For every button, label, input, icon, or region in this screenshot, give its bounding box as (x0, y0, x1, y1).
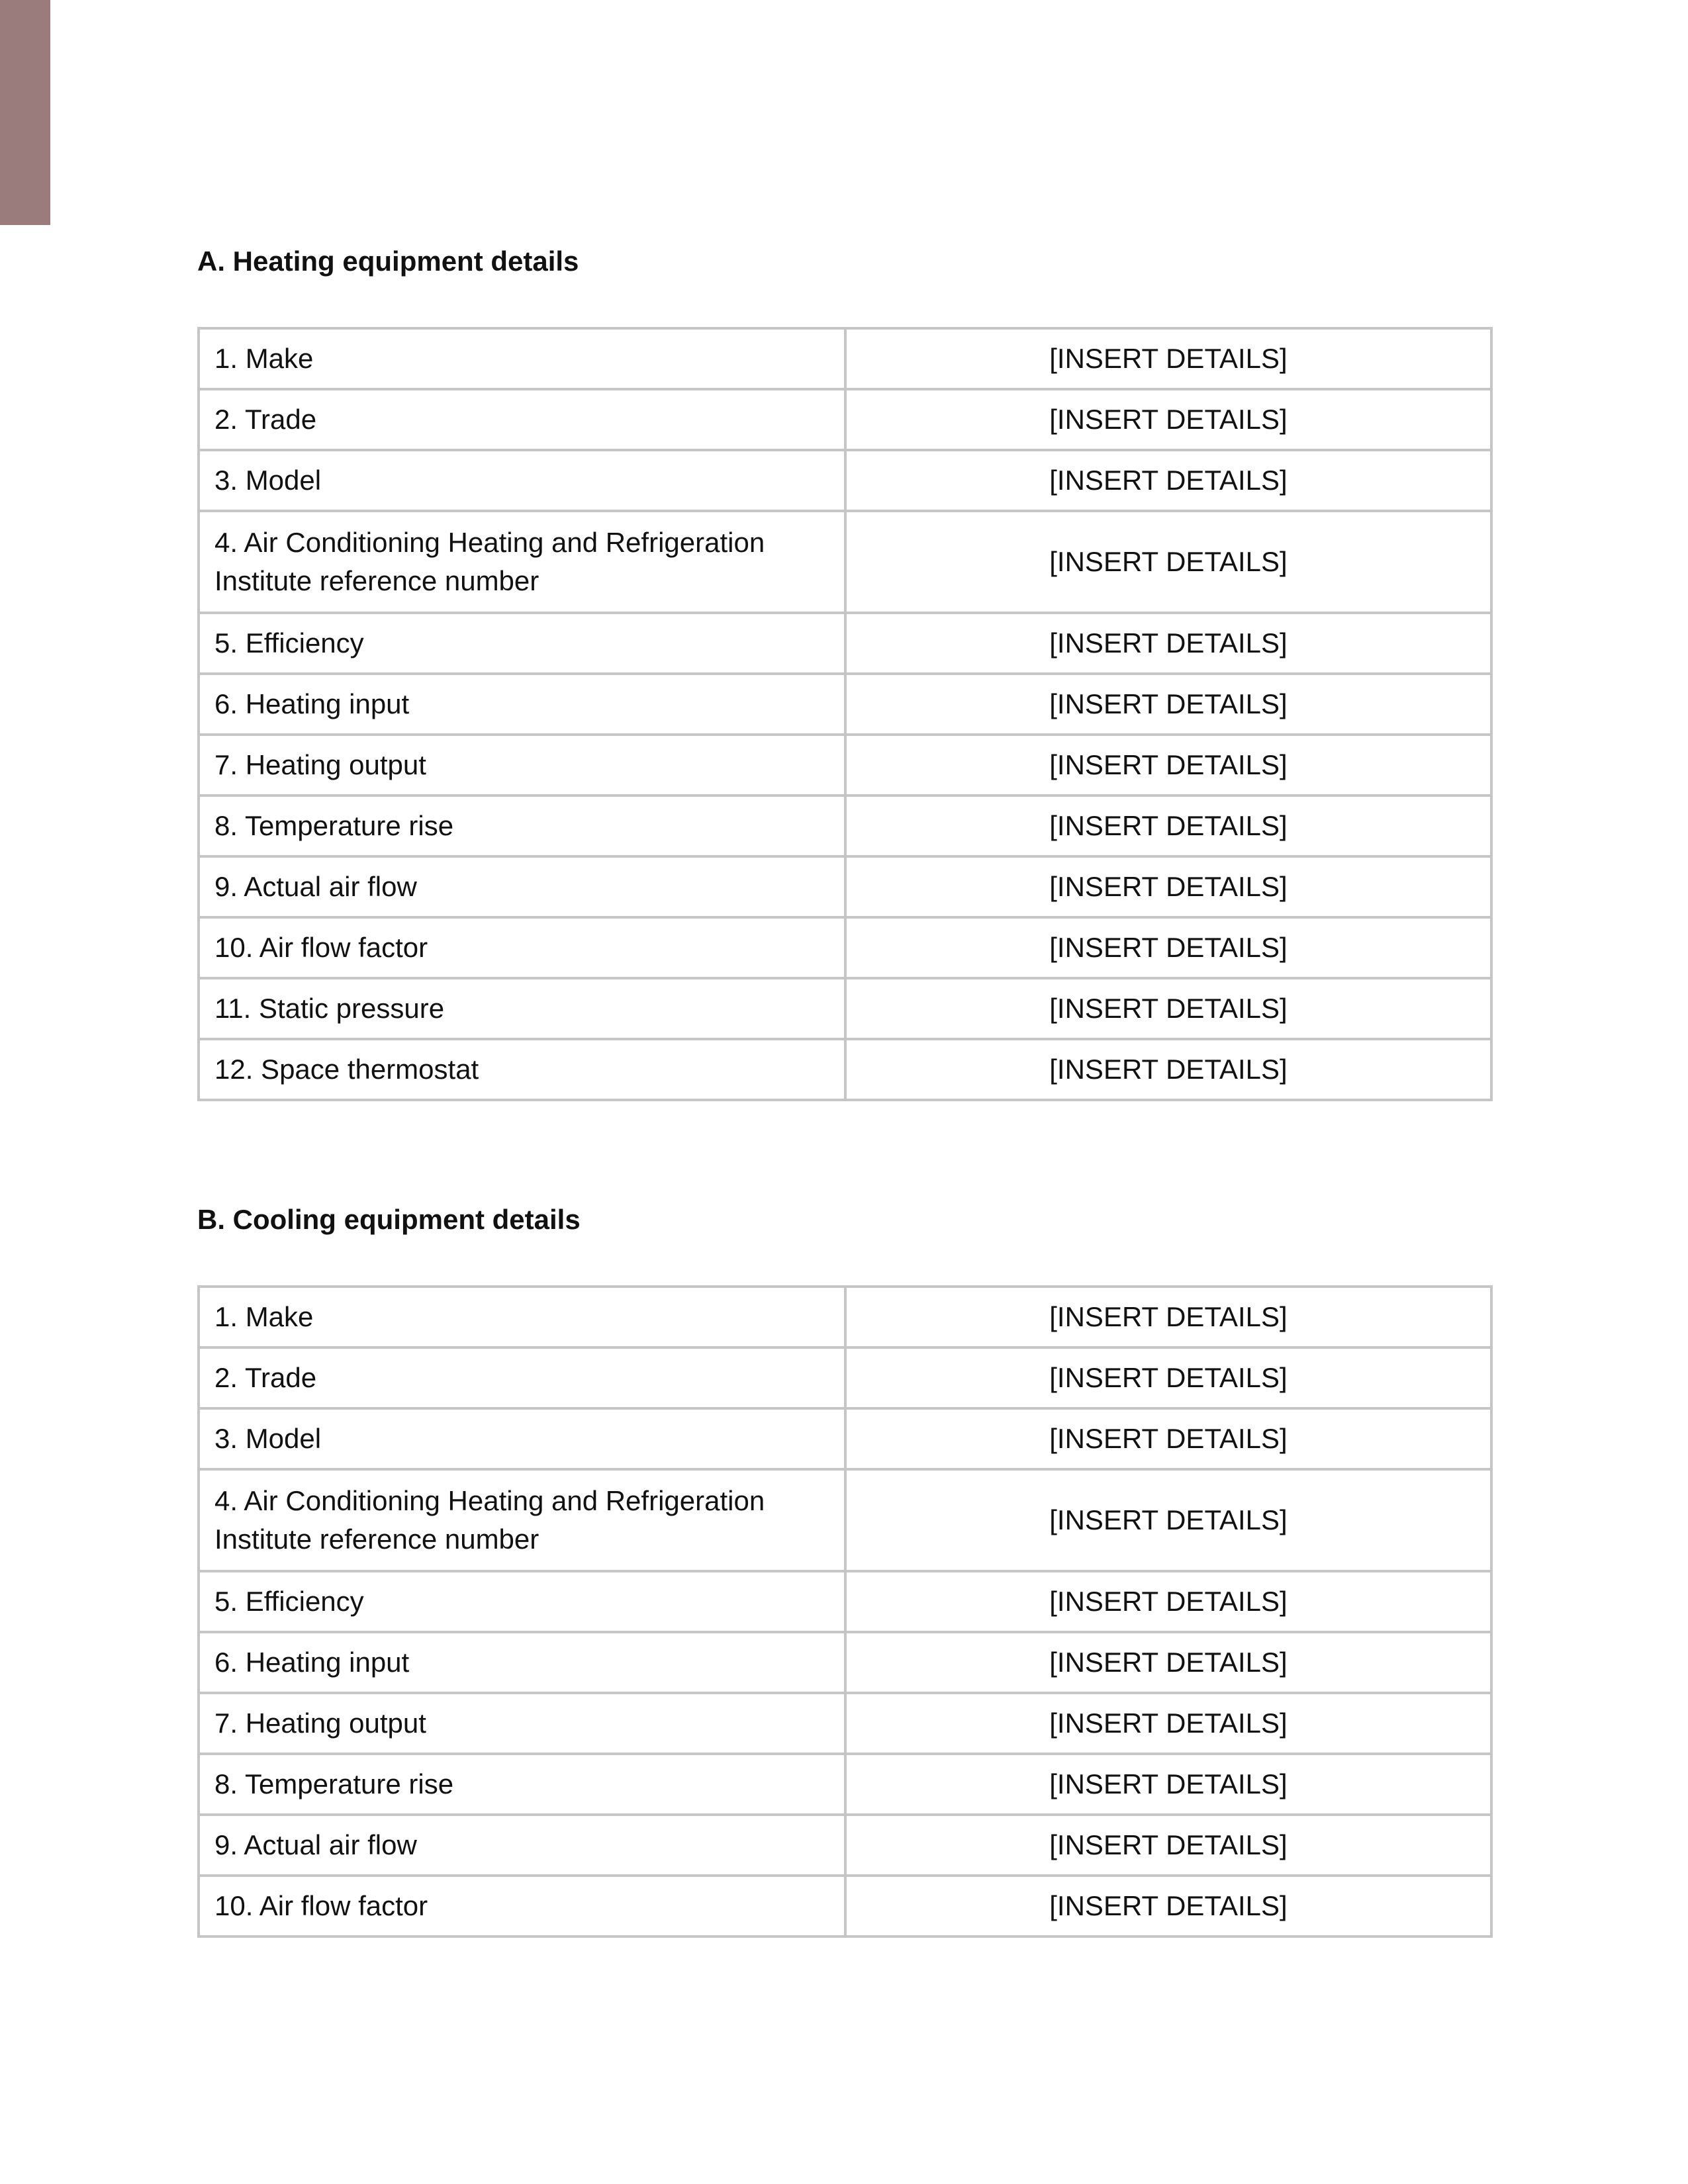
row-label: 7. Heating output (199, 735, 845, 796)
row-value[interactable]: [INSERT DETAILS] (845, 1287, 1491, 1347)
table-row (199, 735, 1491, 796)
row-value[interactable]: [INSERT DETAILS] (845, 796, 1491, 856)
table-row (199, 856, 1491, 917)
table-row (199, 917, 1491, 978)
table-row (199, 1571, 1491, 1632)
table-row (199, 1632, 1491, 1693)
table-row (199, 1693, 1491, 1754)
row-value[interactable]: [INSERT DETAILS] (845, 1039, 1491, 1100)
row-label: 3. Model (199, 450, 845, 511)
row-label: 10. Air flow factor (199, 1876, 845, 1936)
row-label: 6. Heating input (199, 674, 845, 735)
row-value[interactable]: [INSERT DETAILS] (845, 978, 1491, 1039)
row-value[interactable]: [INSERT DETAILS] (845, 1754, 1491, 1815)
table-row (199, 328, 1491, 389)
row-value[interactable]: [INSERT DETAILS] (845, 1815, 1491, 1876)
table-row (199, 978, 1491, 1039)
row-value[interactable]: [INSERT DETAILS] (845, 1347, 1491, 1408)
row-label: 6. Heating input (199, 1632, 845, 1693)
table-row (199, 1287, 1491, 1347)
row-value[interactable]: [INSERT DETAILS] (845, 1632, 1491, 1693)
row-label: 1. Make (199, 328, 845, 389)
row-value[interactable]: [INSERT DETAILS] (845, 1693, 1491, 1754)
table-row (199, 1876, 1491, 1936)
row-value[interactable]: [INSERT DETAILS] (845, 511, 1491, 613)
row-label: 3. Model (199, 1408, 845, 1469)
table-row (199, 1815, 1491, 1876)
table-row (199, 1039, 1491, 1100)
side-accent-bar (0, 0, 50, 225)
row-value[interactable]: [INSERT DETAILS] (845, 1469, 1491, 1571)
row-value[interactable]: [INSERT DETAILS] (845, 328, 1491, 389)
row-value[interactable]: [INSERT DETAILS] (845, 856, 1491, 917)
row-value[interactable]: [INSERT DETAILS] (845, 1571, 1491, 1632)
table-row (199, 1754, 1491, 1815)
table-row (199, 450, 1491, 511)
row-value[interactable]: [INSERT DETAILS] (845, 450, 1491, 511)
table-row (199, 1408, 1491, 1469)
table-row (199, 613, 1491, 674)
row-label: 12. Space thermostat (199, 1039, 845, 1100)
heading-cooling-equipment: B. Cooling equipment details (197, 1204, 581, 1235)
row-value[interactable]: [INSERT DETAILS] (845, 613, 1491, 674)
row-value[interactable]: [INSERT DETAILS] (845, 917, 1491, 978)
table-row (199, 1347, 1491, 1408)
cooling-equipment-table (197, 1285, 1493, 1938)
row-label: 7. Heating output (199, 1693, 845, 1754)
row-value[interactable]: [INSERT DETAILS] (845, 1876, 1491, 1936)
row-label: 8. Temperature rise (199, 796, 845, 856)
row-value[interactable]: [INSERT DETAILS] (845, 674, 1491, 735)
table-row (199, 796, 1491, 856)
row-value[interactable]: [INSERT DETAILS] (845, 389, 1491, 450)
row-label: 9. Actual air flow (199, 1815, 845, 1876)
row-label: 8. Temperature rise (199, 1754, 845, 1815)
row-label: 1. Make (199, 1287, 845, 1347)
table-row (199, 511, 1491, 613)
table-row (199, 1469, 1491, 1571)
row-label: 4. Air Conditioning Heating and Refrigeration Institute reference number (199, 1469, 845, 1571)
row-value[interactable]: [INSERT DETAILS] (845, 735, 1491, 796)
row-label: 4. Air Conditioning Heating and Refrigeration Institute reference number (199, 511, 845, 613)
row-label: 11. Static pressure (199, 978, 845, 1039)
row-label: 5. Efficiency (199, 613, 845, 674)
row-value[interactable]: [INSERT DETAILS] (845, 1408, 1491, 1469)
table-row (199, 389, 1491, 450)
row-label: 5. Efficiency (199, 1571, 845, 1632)
row-label: 2. Trade (199, 1347, 845, 1408)
row-label: 10. Air flow factor (199, 917, 845, 978)
row-label: 9. Actual air flow (199, 856, 845, 917)
heating-equipment-table (197, 327, 1493, 1101)
table-row (199, 674, 1491, 735)
row-label: 2. Trade (199, 389, 845, 450)
heading-heating-equipment: A. Heating equipment details (197, 246, 579, 277)
